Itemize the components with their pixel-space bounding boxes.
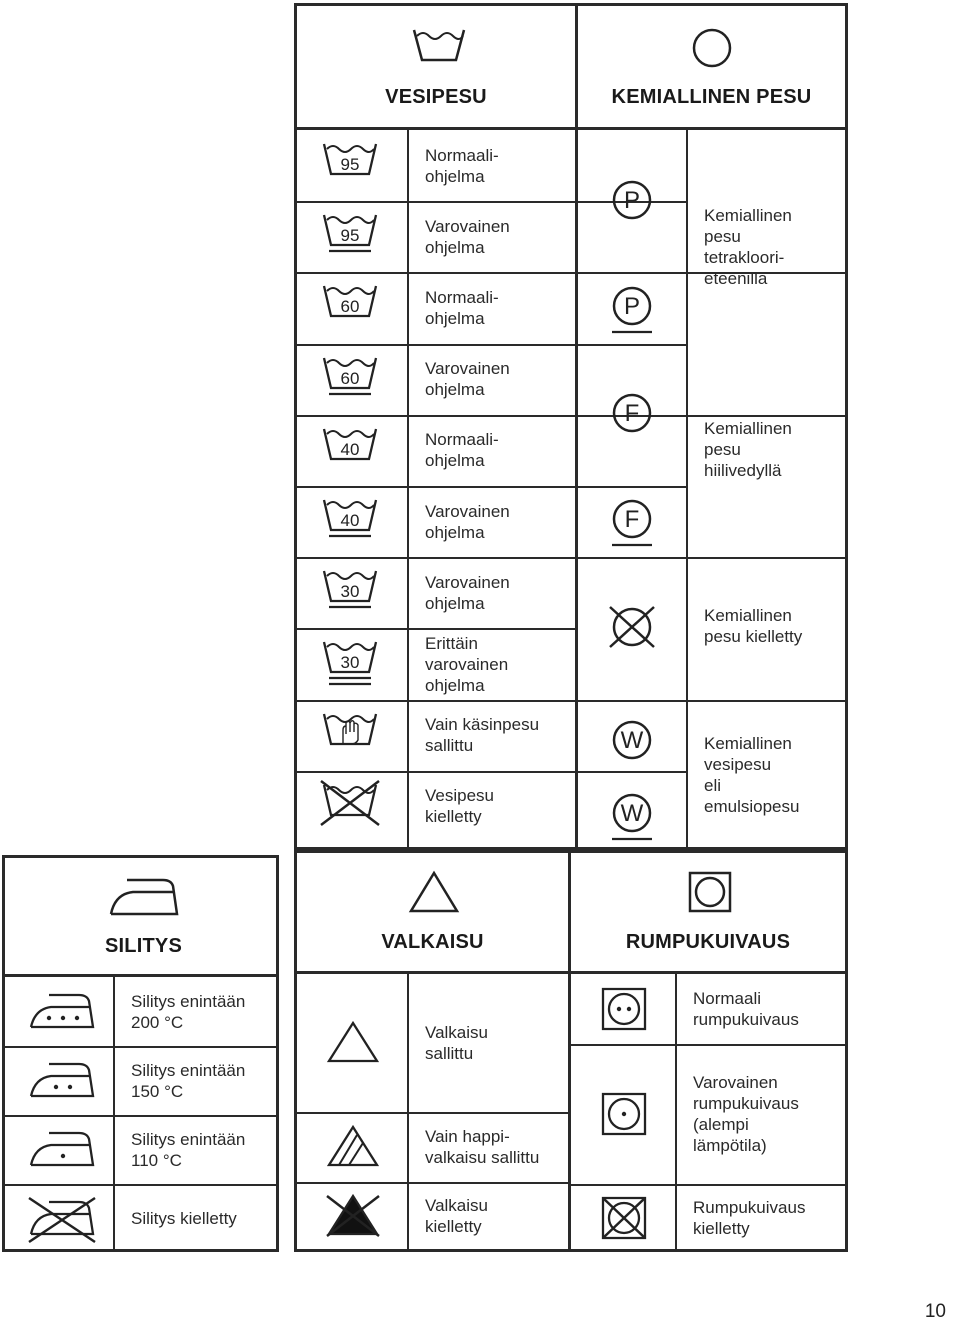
wash-label: Varovainen ohjelma [425,216,510,257]
bleach-label: Valkaisu sallittu [425,1023,488,1063]
dry-clean-f-icon [608,497,656,549]
rumpukuivaus-heading: RUMPUKUIVAUS [625,931,791,953]
svg-text:W: W [620,800,644,827]
dry-clean-p-icon [608,178,656,230]
wash-temp-icon [321,282,381,336]
svg-text:60: 60 [340,368,360,388]
svg-text:40: 40 [340,511,360,530]
row-divider [571,1044,847,1046]
row-divider [578,771,686,773]
row-divider [297,415,577,417]
valkaisu-table [294,971,571,1252]
row-divider [297,344,577,346]
no-tumble-dry-icon [601,1196,647,1240]
svg-text:60: 60 [340,297,360,317]
vesipesu-heading: VESIPESU [385,86,487,108]
svg-text:F: F [624,400,640,427]
wash-temp-icon [321,211,381,265]
rumpukuivaus-header [568,850,848,974]
iron-label: Silitys enintään 110 °C [131,1129,246,1170]
tumble-dry-dots-icon [601,987,647,1031]
row-divider [297,771,577,773]
tumble-dry-label: Normaali rumpukuivaus [693,989,799,1029]
iron-icon [109,878,179,918]
iron-label: Silitys enintään 200 °C [131,991,246,1032]
wash-temp-icon [321,496,381,550]
no-dry-clean-icon [608,605,656,657]
svg-text:95: 95 [340,226,360,246]
bleach-label: Valkaisu kielletty [425,1195,488,1236]
oxygen-bleach-icon [325,1125,381,1169]
wash-temp-icon [321,567,381,621]
row-divider [571,1184,847,1186]
column-divider [113,977,115,1249]
row-divider [5,1046,277,1048]
svg-text:30: 30 [340,582,360,602]
row-divider [578,557,848,559]
vesipesu-table [294,127,578,850]
wash-label: Erittäin varovainen ohjelma [425,633,509,695]
silitys-table [2,974,279,1252]
tumble-dry-dots-icon [601,1092,647,1136]
wash-label: Varovainen ohjelma [425,359,510,400]
svg-text:95: 95 [340,155,360,174]
iron-label: Silitys kielletty [131,1209,237,1228]
valkaisu-heading: VALKAISU [381,931,484,953]
row-divider [297,1112,569,1114]
silitys-heading: SILITYS [105,935,182,957]
silitys-header [2,855,279,977]
row-divider [578,344,686,346]
iron-temp-icon [27,1127,97,1173]
svg-text:30: 30 [340,653,360,673]
dry-clean-p-icon [608,284,656,336]
wash-label: Normaali- ohjelma [425,430,499,471]
wash-label: Vain käsinpesu sallittu [425,715,540,756]
no-bleach-icon [325,1194,381,1238]
row-divider [297,272,577,274]
tumble-dry-icon [688,871,732,913]
dry-clean-w-icon [608,718,656,770]
dry-clean-label: Kemiallinen pesu kielletty [704,606,803,646]
row-divider [5,1115,277,1117]
dry-clean-f-icon [608,391,656,443]
row-divider [297,700,577,702]
kemiallinen-table [575,127,848,850]
column-divider [675,974,677,1249]
svg-text:F: F [624,506,640,533]
dry-clean-circle-icon [692,28,732,68]
tumble-dry-label: Varovainen rumpukuivaus (alempi lämpötila) [693,1073,799,1155]
wash-label: Normaali- ohjelma [425,288,499,328]
dry-clean-label: Kemiallinen pesu hiilivedyllä [704,419,792,480]
no-wash-icon [321,781,381,835]
svg-text:P: P [623,187,641,214]
tumble-dry-label: Rumpukuivaus kielletty [693,1197,806,1238]
wash-temp-icon [321,638,381,692]
iron-label: Silitys enintään 150 °C [131,1060,246,1101]
wash-label: Varovainen ohjelma [425,572,510,613]
svg-text:P: P [623,293,641,320]
bleach-label: Vain happi- valkaisu sallittu [425,1127,540,1167]
row-divider [297,486,577,488]
dry-clean-label: Kemiallinen pesu tetrakloori- eteenillä [704,206,792,288]
iron-temp-icon [27,989,97,1035]
dry-clean-label: Kemiallinen vesipesu eli emulsiopesu [704,734,800,816]
wash-label: Varovainen ohjelma [425,501,510,542]
row-divider [297,201,577,203]
page-number: 10 [924,1301,946,1322]
iron-temp-icon [27,1058,97,1104]
kemiallinen-heading: KEMIALLINEN PESU [611,86,812,108]
rumpukuivaus-table [568,971,848,1252]
wash-temp-icon [321,354,381,408]
row-divider [578,486,686,488]
column-divider [407,130,409,850]
wash-label: Normaali- ohjelma [425,145,499,186]
row-divider [297,1182,569,1184]
row-divider [5,1184,277,1186]
hand-wash-icon [321,710,381,764]
row-divider [297,557,577,559]
kemiallinen-header [575,3,848,130]
valkaisu-header [294,850,571,974]
row-divider [578,700,848,702]
wash-temp-icon [321,425,381,479]
wash-label: Vesipesu kielletty [425,786,494,827]
dry-clean-w-icon [608,791,656,843]
no-iron-icon [27,1196,97,1242]
bleach-allowed-icon [325,1021,381,1065]
svg-text:40: 40 [340,439,360,459]
bleach-triangle-icon [409,871,459,913]
vesipesu-header [294,3,578,130]
column-divider [686,130,688,850]
wash-temp-icon [321,140,381,194]
wash-tub-icon [411,26,467,66]
row-divider [297,628,577,630]
svg-text:W: W [620,727,644,754]
